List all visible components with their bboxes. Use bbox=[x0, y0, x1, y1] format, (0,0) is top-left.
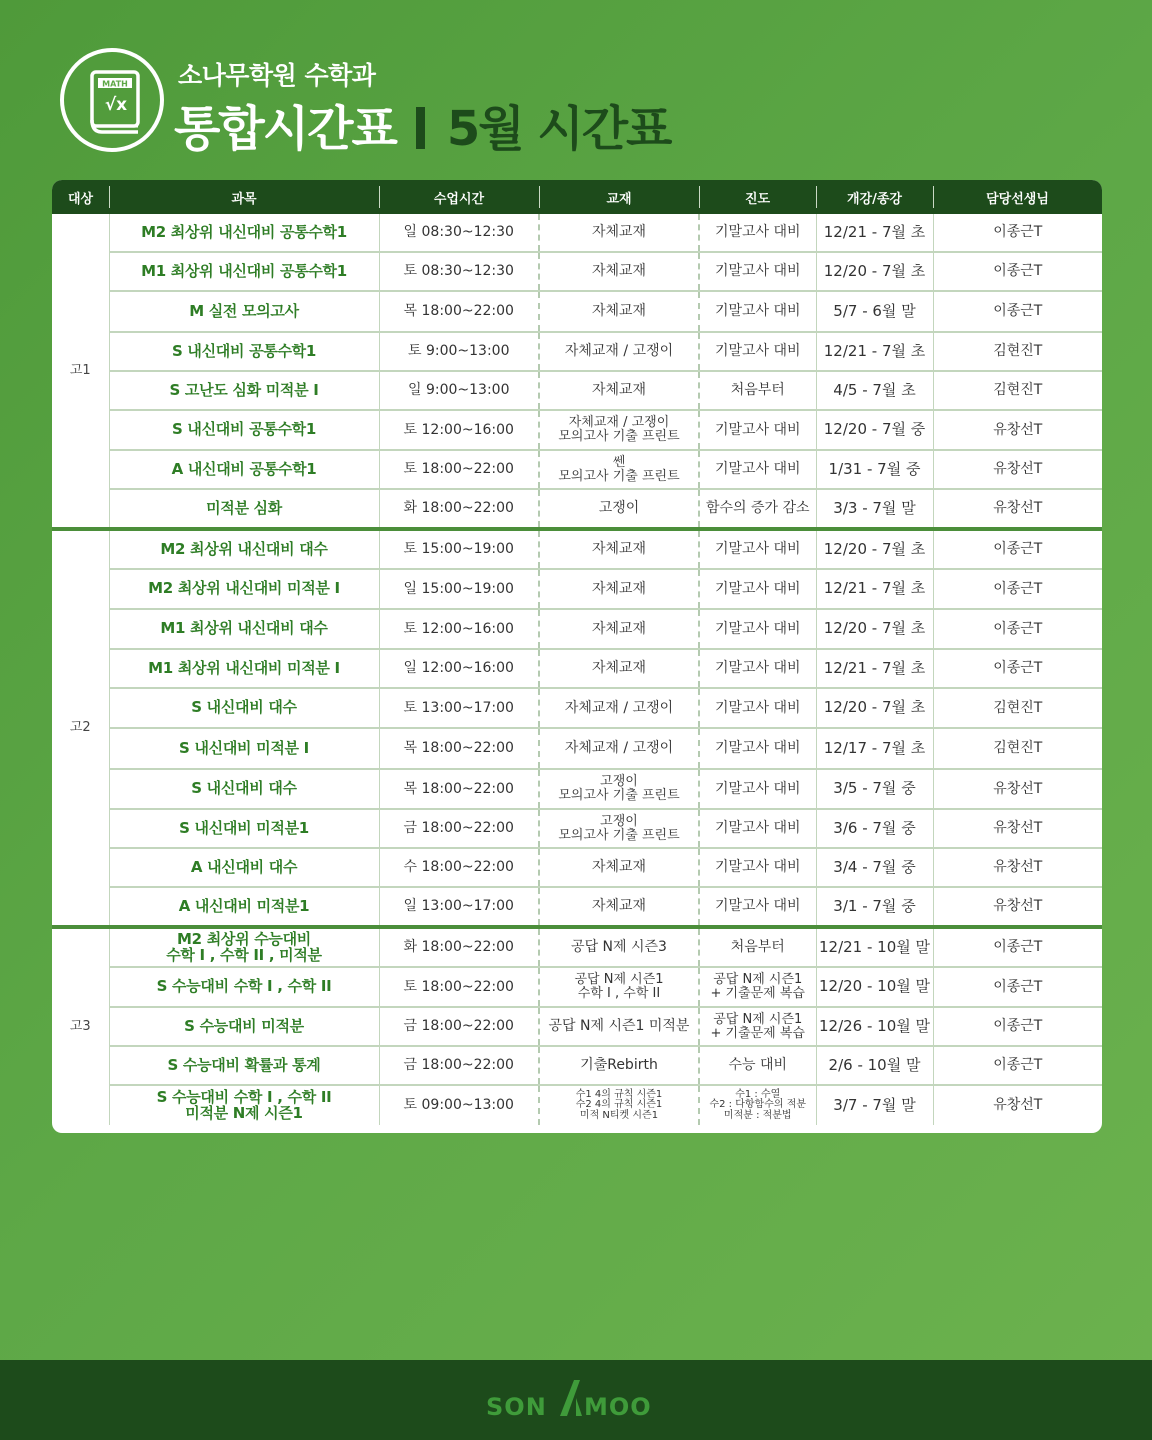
header-progress: 진도 bbox=[699, 180, 816, 214]
time-cell: 토 12:00~16:00 bbox=[379, 410, 539, 450]
progress-cell: 처음부터 bbox=[699, 927, 816, 967]
svg-text:MATH: MATH bbox=[102, 79, 128, 89]
textbook-cell: 자체교재 bbox=[539, 252, 699, 291]
table-row bbox=[52, 649, 1102, 688]
grade-cell: 고3 bbox=[52, 927, 109, 1125]
time-cell: 토 15:00~19:00 bbox=[379, 529, 539, 569]
period-cell: 12/21 - 7월 초 bbox=[816, 332, 933, 371]
time-cell: 토 18:00~22:00 bbox=[379, 967, 539, 1007]
subject-cell: S 고난도 심화 미적분 I bbox=[109, 371, 379, 410]
time-cell: 일 9:00~13:00 bbox=[379, 371, 539, 410]
svg-text:√x: √x bbox=[104, 95, 128, 115]
period-cell: 12/20 - 7월 초 bbox=[816, 609, 933, 649]
period-cell: 4/5 - 7월 초 bbox=[816, 371, 933, 410]
subject-cell: M2 최상위 내신대비 미적분 I bbox=[109, 569, 379, 609]
teacher-cell: 이종근T bbox=[933, 252, 1102, 291]
table-row bbox=[52, 728, 1102, 769]
progress-cell: 기말고사 대비 bbox=[699, 332, 816, 371]
subject-cell: A 내신대비 공통수학1 bbox=[109, 450, 379, 489]
footer bbox=[0, 1360, 1152, 1440]
period-cell: 12/21 - 10월 말 bbox=[816, 927, 933, 967]
subject-cell: S 수능대비 수학 I , 수학 II bbox=[109, 967, 379, 1007]
grade-cell: 고2 bbox=[52, 529, 109, 927]
subject-cell: S 내신대비 대수 bbox=[109, 688, 379, 728]
textbook-cell: 자체교재 bbox=[539, 214, 699, 252]
textbook-cell: 자체교재 / 고쟁이 bbox=[539, 728, 699, 769]
time-cell: 토 18:00~22:00 bbox=[379, 450, 539, 489]
period-cell: 12/17 - 7월 초 bbox=[816, 728, 933, 769]
time-cell: 금 18:00~22:00 bbox=[379, 1007, 539, 1046]
period-cell: 12/20 - 7월 초 bbox=[816, 688, 933, 728]
progress-cell: 기말고사 대비 bbox=[699, 809, 816, 848]
progress-cell: 기말고사 대비 bbox=[699, 688, 816, 728]
period-cell: 1/31 - 7월 중 bbox=[816, 450, 933, 489]
table-row bbox=[52, 1046, 1102, 1085]
table-row bbox=[52, 848, 1102, 887]
time-cell: 일 12:00~16:00 bbox=[379, 649, 539, 688]
table-row bbox=[52, 609, 1102, 649]
period-cell: 2/6 - 10월 말 bbox=[816, 1046, 933, 1085]
period-cell: 12/20 - 10월 말 bbox=[816, 967, 933, 1007]
subject-cell: S 내신대비 미적분 I bbox=[109, 728, 379, 769]
time-cell: 화 18:00~22:00 bbox=[379, 489, 539, 529]
table-row bbox=[52, 569, 1102, 609]
textbook-cell: 쎈 모의고사 기출 프린트 bbox=[539, 450, 699, 489]
header-textbook: 교재 bbox=[539, 180, 699, 214]
period-cell: 5/7 - 6월 말 bbox=[816, 291, 933, 332]
progress-cell: 기말고사 대비 bbox=[699, 728, 816, 769]
table-body bbox=[52, 214, 1102, 1125]
time-cell: 목 18:00~22:00 bbox=[379, 769, 539, 809]
teacher-cell: 유창선T bbox=[933, 450, 1102, 489]
teacher-cell: 이종근T bbox=[933, 927, 1102, 967]
subject-cell: S 내신대비 공통수학1 bbox=[109, 332, 379, 371]
timetable-table bbox=[52, 180, 1102, 1125]
period-cell: 3/5 - 7월 중 bbox=[816, 769, 933, 809]
progress-cell: 기말고사 대비 bbox=[699, 252, 816, 291]
progress-cell: 기말고사 대비 bbox=[699, 649, 816, 688]
table-row bbox=[52, 887, 1102, 927]
textbook-cell: 자체교재 / 고쟁이 bbox=[539, 332, 699, 371]
header-class-time: 수업시간 bbox=[379, 180, 539, 214]
textbook-cell: 자체교재 bbox=[539, 529, 699, 569]
progress-cell: 수능 대비 bbox=[699, 1046, 816, 1085]
header-period: 개강/종강 bbox=[816, 180, 933, 214]
table-row bbox=[52, 809, 1102, 848]
textbook-cell: 자체교재 / 고쟁이 모의고사 기출 프린트 bbox=[539, 410, 699, 450]
textbook-cell: 고쟁이 모의고사 기출 프린트 bbox=[539, 769, 699, 809]
teacher-cell: 유창선T bbox=[933, 809, 1102, 848]
title-month: 5월 시간표 bbox=[446, 101, 671, 157]
period-cell: 12/20 - 7월 중 bbox=[816, 410, 933, 450]
textbook-cell: 공답 N제 시즌1 수학 I , 수학 II bbox=[539, 967, 699, 1007]
progress-cell: 기말고사 대비 bbox=[699, 887, 816, 927]
teacher-cell: 이종근T bbox=[933, 1046, 1102, 1085]
period-cell: 12/21 - 7월 초 bbox=[816, 569, 933, 609]
subject-cell: M2 최상위 내신대비 공통수학1 bbox=[109, 214, 379, 252]
time-cell: 금 18:00~22:00 bbox=[379, 809, 539, 848]
textbook-cell: 공답 N제 시즌3 bbox=[539, 927, 699, 967]
title-main: 통합시간표 bbox=[174, 101, 396, 157]
teacher-cell: 이종근T bbox=[933, 529, 1102, 569]
progress-cell: 기말고사 대비 bbox=[699, 410, 816, 450]
teacher-cell: 유창선T bbox=[933, 769, 1102, 809]
time-cell: 수 18:00~22:00 bbox=[379, 848, 539, 887]
period-cell: 3/1 - 7월 중 bbox=[816, 887, 933, 927]
header-teacher: 담당선생님 bbox=[933, 180, 1102, 214]
progress-cell: 기말고사 대비 bbox=[699, 450, 816, 489]
table-row bbox=[52, 529, 1102, 569]
sonamoo-logo bbox=[486, 1378, 666, 1422]
progress-cell: 기말고사 대비 bbox=[699, 529, 816, 569]
period-cell: 12/21 - 7월 초 bbox=[816, 649, 933, 688]
subject-cell: S 수능대비 확률과 통계 bbox=[109, 1046, 379, 1085]
teacher-cell: 유창선T bbox=[933, 887, 1102, 927]
progress-cell: 기말고사 대비 bbox=[699, 609, 816, 649]
subject-cell: M1 최상위 내신대비 공통수학1 bbox=[109, 252, 379, 291]
teacher-cell: 유창선T bbox=[993, 1097, 1043, 1114]
progress-cell: 기말고사 대비 bbox=[699, 214, 816, 252]
table-row bbox=[52, 927, 1102, 967]
grade-cell: 고1 bbox=[52, 214, 109, 529]
teacher-cell: 이종근T bbox=[933, 291, 1102, 332]
time-cell: 토 08:30~12:30 bbox=[379, 252, 539, 291]
progress-cell: 기말고사 대비 bbox=[699, 848, 816, 887]
textbook-cell: 자체교재 bbox=[539, 569, 699, 609]
period-cell: 12/26 - 10월 말 bbox=[816, 1007, 933, 1046]
table-row bbox=[52, 332, 1102, 371]
table-row bbox=[52, 489, 1102, 529]
teacher-cell: 김현진T bbox=[933, 728, 1102, 769]
textbook-cell: 자체교재 bbox=[539, 649, 699, 688]
table-row bbox=[52, 252, 1102, 291]
teacher-cell: 김현진T bbox=[933, 371, 1102, 410]
time-cell: 목 18:00~22:00 bbox=[379, 291, 539, 332]
textbook-cell: 자체교재 bbox=[539, 887, 699, 927]
period-cell: 3/4 - 7월 중 bbox=[816, 848, 933, 887]
table-row bbox=[52, 214, 1102, 252]
subject-cell: S 내신대비 대수 bbox=[109, 769, 379, 809]
subject-cell: M1 최상위 내신대비 대수 bbox=[109, 609, 379, 649]
period-cell: 3/3 - 7월 말 bbox=[816, 489, 933, 529]
table-row bbox=[52, 769, 1102, 809]
subject-cell: M2 최상위 내신대비 대수 bbox=[109, 529, 379, 569]
teacher-cell: 유창선T bbox=[933, 489, 1102, 529]
table-row bbox=[52, 291, 1102, 332]
subject-cell: 미적분 심화 bbox=[109, 489, 379, 529]
header bbox=[60, 48, 1100, 158]
time-cell: 화 18:00~22:00 bbox=[379, 927, 539, 967]
subject-cell: M2 최상위 수능대비 수학 I , 수학 II , 미적분 bbox=[109, 927, 379, 967]
textbook-cell: 수1 4의 규칙 시즌1 수2 4의 규칙 시즌1 미적 N티켓 시즌1 bbox=[539, 1085, 699, 1125]
table-row bbox=[52, 688, 1102, 728]
table-row bbox=[52, 371, 1102, 410]
subject-cell: A 내신대비 미적분1 bbox=[109, 887, 379, 927]
subject-cell: M1 최상위 내신대비 미적분 I bbox=[109, 649, 379, 688]
progress-cell: 수1 : 수열 수2 : 다항함수의 적분 미적분 : 적분법 bbox=[699, 1085, 816, 1125]
math-book-logo bbox=[60, 48, 164, 152]
progress-cell: 처음부터 bbox=[699, 371, 816, 410]
teacher-cell: 이종근T bbox=[933, 569, 1102, 609]
progress-cell: 공답 N제 시즌1 + 기출문제 복습 bbox=[699, 1007, 816, 1046]
textbook-cell: 자체교재 / 고쟁이 bbox=[539, 688, 699, 728]
progress-cell: 함수의 증가 감소 bbox=[699, 489, 816, 529]
textbook-cell: 고쟁이 bbox=[539, 489, 699, 529]
teacher-cell: 김현진T bbox=[933, 332, 1102, 371]
progress-cell: 기말고사 대비 bbox=[699, 569, 816, 609]
teacher-cell: 이종근T bbox=[933, 214, 1102, 252]
table-row bbox=[52, 1007, 1102, 1046]
teacher-cell: 이종근T bbox=[933, 1007, 1102, 1046]
teacher-cell: 이종근T bbox=[933, 609, 1102, 649]
math-book-icon bbox=[86, 70, 146, 136]
teacher-cell: 이종근T bbox=[933, 649, 1102, 688]
time-cell: 금 18:00~22:00 bbox=[379, 1046, 539, 1085]
table-row bbox=[52, 450, 1102, 489]
time-cell: 토 09:00~13:00 bbox=[379, 1085, 539, 1125]
period-cell: 12/21 - 7월 초 bbox=[816, 214, 933, 252]
time-cell: 토 9:00~13:00 bbox=[379, 332, 539, 371]
textbook-cell: 고쟁이 모의고사 기출 프린트 bbox=[539, 809, 699, 848]
time-cell: 토 13:00~17:00 bbox=[379, 688, 539, 728]
page-title bbox=[174, 90, 670, 159]
subject-cell: S 내신대비 공통수학1 bbox=[109, 410, 379, 450]
period-cell: 3/7 - 7월 말 bbox=[816, 1085, 933, 1125]
timetable bbox=[52, 180, 1102, 1133]
textbook-cell: 자체교재 bbox=[539, 371, 699, 410]
progress-cell: 기말고사 대비 bbox=[699, 291, 816, 332]
table-row bbox=[52, 1085, 1102, 1125]
header-subject: 과목 bbox=[109, 180, 379, 214]
teacher-cell: 유창선T bbox=[933, 848, 1102, 887]
time-cell: 일 13:00~17:00 bbox=[379, 887, 539, 927]
textbook-cell: 자체교재 bbox=[539, 291, 699, 332]
textbook-cell: 자체교재 bbox=[539, 848, 699, 887]
table-row bbox=[52, 410, 1102, 450]
time-cell: 일 08:30~12:30 bbox=[379, 214, 539, 252]
table-header-row bbox=[52, 180, 1102, 214]
teacher-cell: 유창선T bbox=[933, 410, 1102, 450]
teacher-cell: 이종근T bbox=[933, 967, 1102, 1007]
header-target: 대상 bbox=[67, 191, 94, 207]
org-name: 소나무학원 수학과 bbox=[178, 61, 376, 90]
subject-cell: S 수능대비 수학 I , 수학 II 미적분 N제 시즌1 bbox=[109, 1085, 379, 1125]
subject-cell: M 실전 모의고사 bbox=[109, 291, 379, 332]
textbook-cell: 자체교재 bbox=[539, 609, 699, 649]
table-row bbox=[52, 967, 1102, 1007]
title-separator bbox=[416, 107, 425, 149]
time-cell: 토 12:00~16:00 bbox=[379, 609, 539, 649]
textbook-cell: 기출Rebirth bbox=[539, 1046, 699, 1085]
time-cell: 일 15:00~19:00 bbox=[379, 569, 539, 609]
progress-cell: 공답 N제 시즌1 + 기출문제 복습 bbox=[699, 967, 816, 1007]
period-cell: 3/6 - 7월 중 bbox=[816, 809, 933, 848]
subject-cell: S 수능대비 미적분 bbox=[109, 1007, 379, 1046]
period-cell: 12/20 - 7월 초 bbox=[816, 252, 933, 291]
brand-right: MOO bbox=[584, 1393, 652, 1421]
time-cell: 목 18:00~22:00 bbox=[379, 728, 539, 769]
teacher-cell: 김현진T bbox=[933, 688, 1102, 728]
period-cell: 12/20 - 7월 초 bbox=[816, 529, 933, 569]
subject-cell: S 내신대비 미적분1 bbox=[109, 809, 379, 848]
textbook-cell: 공답 N제 시즌1 미적분 bbox=[539, 1007, 699, 1046]
subject-cell: A 내신대비 대수 bbox=[109, 848, 379, 887]
progress-cell: 기말고사 대비 bbox=[699, 769, 816, 809]
brand-left: SON bbox=[486, 1393, 547, 1421]
